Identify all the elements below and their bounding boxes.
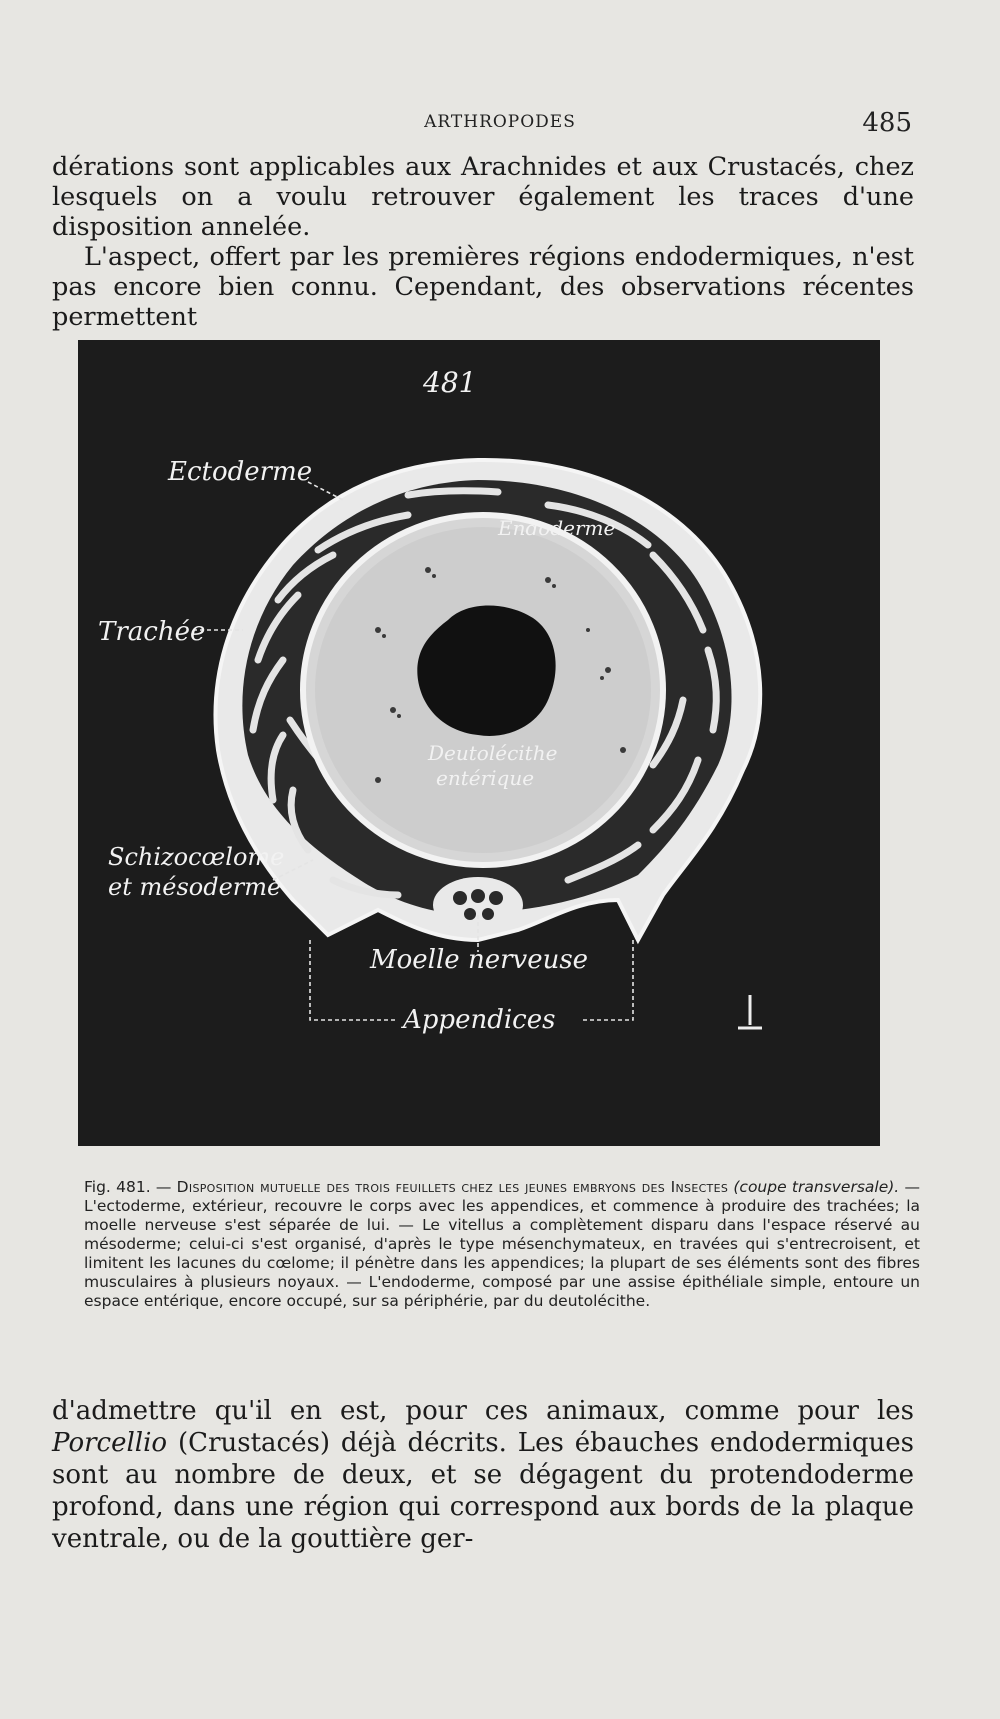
label-moelle: Moelle nerveuse: [370, 945, 589, 975]
label-mesoderme: et mésoderme: [108, 873, 282, 901]
caption-subtitle: (coupe transversale).: [733, 1178, 900, 1196]
label-enterique: entérique: [436, 766, 535, 790]
page-header: [0, 108, 1000, 138]
italic-genus: Porcellio: [52, 1428, 168, 1458]
label-trachee: Trachée: [98, 617, 206, 647]
page-number: 485: [862, 108, 912, 138]
figure-caption: [84, 1178, 920, 1311]
figure-illustration: [78, 340, 880, 1146]
caption-text: — L'ectoderme, extérieur, recouvre le corps avec les appendices, et commence à produire des trachées; la moelle nerveuse s'est séparée de lui. — Le vitellus a complètement disparu dans l'espace réservé au mésoderme; celui-ci s'est organisé, d'après le type mésenchymateux, en travées qui s'entrecroisent, et limitent les lacunes du cœlome; il pénètre dans les appendices; la plupart de ses éléments sont des fibres musculaires à plusieurs noyaux. — L'endoderme, composé par une assise épithéliale simple, entoure un espace entérique, encore occupé, sur sa périphérie, par du deutolécithe.: [84, 1178, 920, 1310]
paragraph-aspect: L'aspect, offert par les premières régions endodermiques, n'est pas encore bien connu. Cependant, des observations récentes permettent: [52, 242, 914, 332]
label-ectoderme: Ectoderme: [168, 457, 313, 487]
label-schizocoelome: Schizocœlome: [108, 843, 285, 871]
paragraph-bottom-end: (Crustacés) déjà décrits. Les ébauches endodermiques sont au nombre de deux, et se dégagent du protendoderme profond, dans une région qui correspond aux bords de la plaque ventrale, ou de la gouttière ger-: [52, 1428, 914, 1554]
caption-title: Disposition mutuelle des trois feuillets chez les jeunes embryons des Insectes: [176, 1178, 729, 1196]
paragraph-continuation: dérations sont applicables aux Arachnides et aux Crustacés, chez lesquels on a voulu retrouver également les traces d'une disposition annelée.: [52, 152, 914, 242]
figure-481: [78, 340, 880, 1146]
body-paragraph-bottom: [52, 1395, 914, 1555]
label-deutolecithe: Deutolécithe: [428, 741, 558, 765]
caption-fig-number: Fig. 481. —: [84, 1178, 172, 1196]
running-title: ARTHROPODES: [424, 112, 576, 132]
paragraph-bottom-start: d'admettre qu'il en est, pour ces animaux, comme pour les: [52, 1396, 914, 1426]
figure-number: 481: [423, 366, 477, 399]
body-paragraph-top: [52, 152, 914, 332]
label-appendices: Appendices: [403, 1005, 556, 1035]
label-endoderme: Endoderme: [498, 516, 616, 540]
